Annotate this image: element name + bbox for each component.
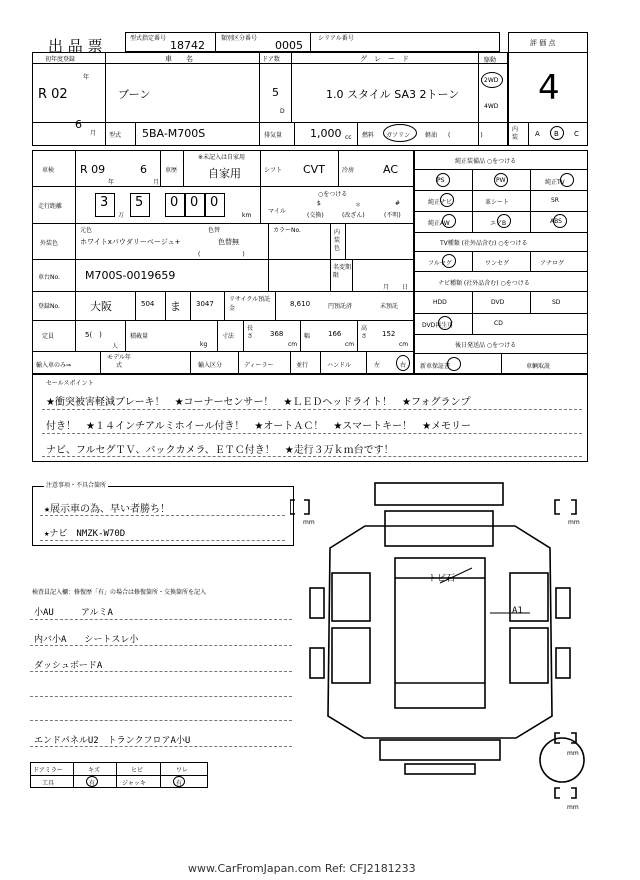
score-label: 評 価 点 (530, 39, 556, 47)
interior-a: A (535, 130, 540, 138)
name-change-day: 日 (402, 284, 409, 291)
legend-tool: 工具 (42, 780, 55, 787)
legend-jack-yes: 有 (176, 780, 183, 787)
inspection-line: 内バ小A シートスレ小 (34, 635, 139, 645)
mileage-opt-tampered: (改ざん) (342, 212, 365, 219)
equip-airbag-circle (497, 214, 511, 228)
legend-tool-yes: 有 (89, 780, 96, 787)
cm-unit: cm (288, 341, 298, 348)
color-label: 外装色 (40, 240, 59, 247)
legend-jack-yes-circle (173, 776, 185, 787)
kg-unit: kg (200, 341, 208, 348)
diagram-hood (385, 511, 493, 546)
first-reg-month: 6 (75, 118, 82, 131)
note-line: ★展示車の為、早い者勝ち！ (44, 504, 171, 515)
diagram-mm-label: mm (567, 804, 579, 811)
interior-color-label: 内装色 (334, 229, 341, 252)
diagram-stone-chip: トビ石 (428, 574, 456, 584)
tv-title: TV種類 (社外品含む) ○をつける (440, 240, 528, 247)
shaken-month-unit: 月 (153, 179, 160, 186)
color-change-label: 色替 (208, 227, 221, 234)
sales-label: セールスポイント (46, 380, 94, 387)
drive-2wd: 2WD (484, 77, 499, 84)
equip-ps: PS (437, 177, 445, 184)
diagram-front-bar (375, 483, 503, 505)
car-diagram (290, 478, 590, 818)
shift: CVT (303, 163, 325, 176)
handle-right-circle (396, 355, 410, 371)
width-label: 幅 (304, 333, 311, 340)
reg-class: 504 (141, 300, 155, 308)
diagram-mm-label: mm (303, 519, 315, 526)
import-label: 輸入車のみ⇒ (36, 362, 72, 369)
km-unit: km (242, 212, 252, 219)
car-name: ブーン (118, 88, 151, 101)
drive-label: 駆動 (484, 57, 497, 64)
length-label: 長さ (247, 325, 254, 340)
drive-2wd-circle (481, 72, 503, 88)
send-warranty: 新車保証書 (420, 363, 451, 370)
legend-crack: ヒビ (131, 767, 144, 774)
send-warranty-circle (447, 357, 461, 371)
import-parallel: 並行 (296, 362, 309, 369)
category: 0005 (275, 39, 303, 52)
mileage-digit: 0 (210, 195, 219, 210)
equip-tv-circle (560, 173, 574, 187)
legend-mirror: ドアミラー (33, 767, 63, 774)
mileage-opt-mile: マイル (268, 208, 286, 215)
tv-oneseg: ワンセグ (485, 260, 510, 267)
usage: 自家用 (208, 167, 241, 180)
doors-label: ドア数 (262, 56, 280, 63)
navi-cd: CD (494, 320, 503, 327)
mileage-digit: 5 (135, 195, 144, 210)
recycle-label: リサイクル預託金 (229, 296, 271, 312)
color-orig-label: 元色 (80, 227, 93, 234)
recycle-unpaid: 未預託 (380, 303, 399, 310)
inspection-line: ダッシュボードA (34, 661, 103, 671)
diagram-mm-label: mm (567, 750, 579, 757)
equip-airbag: エアB (490, 220, 507, 227)
fuel-gasoline-circle (383, 124, 417, 142)
import-category-label: 輸入区分 (198, 362, 223, 369)
year-unit: 年 (83, 74, 90, 81)
mileage-digit: 0 (190, 195, 199, 210)
exterior-color: ホワイトxパウダリーベージュ+ (80, 238, 181, 246)
recycle-amount: 8,610 (290, 300, 311, 308)
fuel-label: 燃料 (362, 132, 375, 139)
person-unit: 人 (112, 343, 119, 350)
doors: 5 (272, 86, 279, 99)
displacement: 1,000 (310, 127, 342, 140)
man-unit: 万 (118, 212, 125, 219)
fuel-gasoline: ガソリン (386, 132, 411, 139)
reg-kana: ま (170, 300, 181, 313)
equip-abs: ABS (550, 218, 562, 225)
displacement-label: 排気量 (264, 132, 283, 139)
inspection-line: エンドパネルU2 トランクフロアA小U (34, 736, 191, 746)
shaken-label: 車検 (42, 167, 55, 174)
tv-analog: アナログ (540, 260, 565, 267)
legend-broken: ワレ (176, 767, 189, 774)
inspection-line: 小AU アルミA (34, 608, 113, 618)
std-equip-title: 純正装備品 ○をつける (455, 158, 517, 165)
diagram-a1: A1 (512, 606, 523, 616)
interior-b: B (554, 130, 559, 138)
name-change-month: 月 (383, 284, 390, 291)
handle-left: 左 (374, 362, 381, 369)
equip-navi-circle (440, 193, 454, 207)
sales-line: 付き！ ★１４インチアルミホイール付き！ ★オートＡＣ！ ★スマートキー！ ★メモリー (46, 421, 472, 432)
interior-b-circle (550, 126, 564, 140)
mileage-opt-unknown-mark: # (395, 200, 401, 207)
length: 368 (270, 330, 284, 338)
model-year-label: モデル年式 (107, 354, 131, 369)
capacity-label: 定員 (42, 333, 55, 340)
ac-label: 冷房 (342, 167, 355, 174)
cc-unit: cc (345, 134, 352, 141)
mileage-label: 走行距離 (38, 203, 63, 210)
navi-title: ナビ種類 (社外品含む) ○をつける (438, 280, 530, 287)
door-suffix: D (280, 108, 285, 115)
equip-abs-circle (553, 214, 567, 228)
width: 166 (328, 330, 342, 338)
note-line: ★ナビ NMZK-W70D (44, 529, 126, 539)
handle-label: ハンドル (327, 362, 352, 369)
color-change: 色替無 (218, 238, 239, 246)
chassis-label: 車台No. (38, 274, 60, 281)
ac: AC (383, 163, 399, 176)
reg-label: 登録No. (38, 303, 60, 310)
interior-label: 内装 (512, 126, 519, 141)
diagram-door-rl (332, 628, 370, 683)
legend-tool-yes-circle (86, 776, 98, 787)
diagram-wheel-rr (556, 648, 570, 678)
diagram-spare-tire (540, 738, 584, 782)
model-designation: 18742 (170, 39, 205, 52)
car-name-label: 車 名 (165, 55, 193, 63)
footer-ref: www.CarFromJapan.com Ref: CFJ2181233 (188, 862, 416, 875)
chassis: M700S-0019659 (85, 269, 176, 282)
interior-c: C (574, 130, 579, 138)
equip-leather: 革シート (485, 199, 510, 206)
shaken-year: R 09 (80, 163, 106, 176)
sales-line: ★衝突被害軽減ブレーキ！ ★コーナーセンサー！ ★ＬＥＤヘッドライト！ ★フォグランプ (46, 397, 471, 408)
notes-label: 注意事項・不具合箇所 (46, 482, 107, 489)
legend-jack: ジャッキ (122, 780, 146, 787)
equip-aw-circle (442, 214, 456, 228)
diagram-door-fl (332, 573, 370, 621)
diagram-wheel-fl (310, 588, 324, 618)
send-title: 後日発送品 ○をつける (455, 342, 517, 349)
mileage-digit: 0 (170, 195, 179, 210)
grade: 1.0 スタイル SA3 2トーン (326, 88, 460, 101)
model-label: 型式 (109, 132, 122, 139)
usage-note: ※未記入は自家用 (198, 154, 246, 161)
equip-aw: 純正AW (428, 220, 450, 227)
shift-label: シフト (264, 167, 283, 174)
shaken-month: 6 (140, 163, 147, 176)
equip-sr: SR (551, 197, 559, 204)
diagram-rear-bar (380, 740, 500, 760)
handle-right: 右 (400, 362, 407, 369)
sales-line: ナビ、フルセグＴＶ、バックカメラ、ＥＴＣ付き！ ★走行３万ｋｍ台です！ (46, 445, 394, 456)
serial-label: シリアル番号 (318, 35, 354, 42)
category-label: 類別区分番号 (221, 35, 258, 42)
model: 5BA-M700S (142, 127, 206, 140)
month-unit: 月 (90, 130, 97, 137)
send-manual: 車輌取説 (526, 363, 551, 370)
load-label: 積載量 (130, 333, 149, 340)
navi-hdd: HDD (433, 299, 447, 306)
navi-dvd: DVD (491, 299, 505, 306)
inspection-label: 検査員記入欄：修復歴「有」の場合は修復箇所・交換箇所を記入 (32, 589, 207, 596)
mileage-opt-exchange: (交換) (307, 212, 324, 219)
tv-fullseg: フルセグ (428, 260, 452, 267)
sheet-title: 出 品 票 (48, 37, 103, 55)
equip-pw-circle (494, 173, 508, 187)
diagram-wheel-rl (310, 648, 324, 678)
navi-sd: SD (552, 299, 561, 306)
recycle-unit: 円預託済 (328, 303, 353, 310)
fuel-diesel: 軽油 (425, 132, 438, 139)
first-reg-label: 初年度登録 (45, 56, 76, 63)
reg-number: 3047 (196, 300, 214, 308)
first-reg-year: R 02 (38, 87, 68, 102)
tv-fullseg-circle (442, 254, 456, 268)
grade-label: グ レ ー ド (360, 55, 409, 63)
reg-area: 大阪 (90, 300, 112, 313)
height: 152 (382, 330, 396, 338)
equip-navi: 純正ナビ (428, 199, 453, 206)
dim-label: 寸法 (222, 333, 235, 340)
mileage-opt-exchange-mark: $ (317, 200, 321, 207)
name-change-label: 名変期限 (333, 264, 352, 279)
mileage-opt-tampered-mark: ＊ (355, 202, 362, 209)
cm-unit: cm (345, 341, 355, 348)
cm-unit: cm (399, 341, 409, 348)
navi-dvd-play-circle (438, 316, 452, 330)
diagram-door-rr (510, 628, 548, 683)
equip-tv: 純正TV (545, 179, 565, 186)
mileage-opt-unknown: (不明) (384, 212, 401, 219)
diagram-wheel-fr (556, 588, 570, 618)
capacity: 5( ) (85, 331, 102, 339)
shaken-year-unit: 年 (108, 179, 115, 186)
usage-label: 車歴 (165, 167, 178, 174)
legend-scratch: キズ (88, 767, 100, 774)
diagram-mm-label: mm (568, 519, 580, 526)
mileage-digit: 3 (100, 195, 109, 210)
height-label: 高さ (361, 325, 368, 340)
mileage-note: ○をつける (318, 191, 348, 198)
drive-4wd: 4WD (484, 103, 499, 110)
color-paren: ( ) (198, 251, 245, 258)
import-dealer: ディーラー (244, 362, 274, 369)
equip-pw: PW (496, 177, 506, 184)
model-designation-label: 型式指定番号 (130, 35, 167, 42)
navi-dvd-play: DVD再生可 (422, 322, 454, 329)
score-value: 4 (538, 68, 560, 108)
color-no-label: カラーNo. (273, 227, 301, 234)
equip-ps-circle (436, 173, 450, 187)
